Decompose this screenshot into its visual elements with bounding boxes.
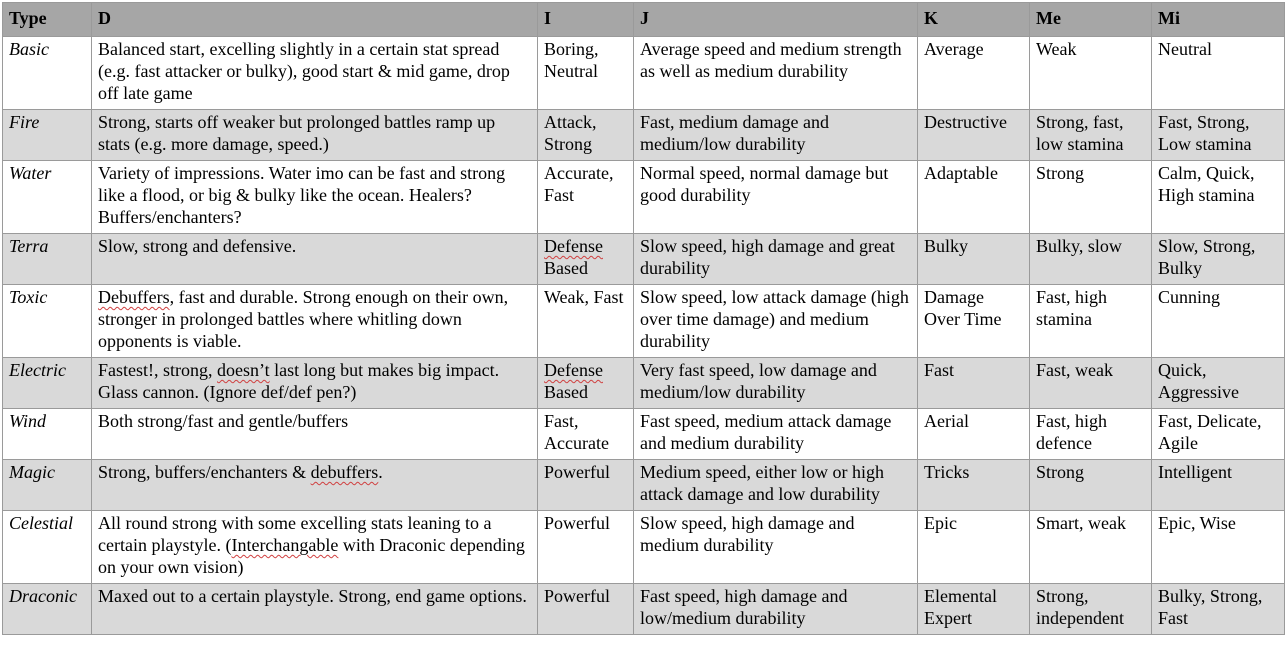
header-k: K [918, 3, 1030, 37]
d-cell-text: Fastest!, strong, [98, 360, 217, 380]
j-cell: Fast speed, high damage and low/medium durability [634, 584, 918, 635]
i-cell: Weak, Fast [538, 285, 634, 358]
type-cell: Water [3, 161, 92, 234]
table-row [3, 460, 1285, 511]
i-cell: Boring, Neutral [538, 37, 634, 110]
type-cell: Electric [3, 358, 92, 409]
d-cell [92, 511, 538, 584]
mi-cell: Fast, Strong, Low stamina [1152, 110, 1285, 161]
table-row [3, 37, 1285, 110]
mi-cell: Bulky, Strong, Fast [1152, 584, 1285, 635]
d-cell [92, 358, 538, 409]
j-cell: Slow speed, high damage and great durability [634, 234, 918, 285]
me-cell: Strong, independent [1030, 584, 1152, 635]
i-cell: Powerful [538, 584, 634, 635]
table-row [3, 110, 1285, 161]
table-row [3, 234, 1285, 285]
type-cell: Fire [3, 110, 92, 161]
k-cell: Damage Over Time [918, 285, 1030, 358]
d-cell-text: , fast and durable. Strong enough on their own, stronger in prolonged battles where whitling down opponents is viable. [98, 287, 509, 351]
mi-cell: Epic, Wise [1152, 511, 1285, 584]
me-cell: Smart, weak [1030, 511, 1152, 584]
me-cell: Fast, high stamina [1030, 285, 1152, 358]
j-cell: Fast, medium damage and medium/low durability [634, 110, 918, 161]
table-row [3, 285, 1285, 358]
me-cell: Weak [1030, 37, 1152, 110]
k-cell: Average [918, 37, 1030, 110]
type-cell: Terra [3, 234, 92, 285]
k-cell: Elemental Expert [918, 584, 1030, 635]
i-cell: Powerful [538, 460, 634, 511]
j-cell: Average speed and medium strength as well as medium durability [634, 37, 918, 110]
d-cell: Variety of impressions. Water imo can be fast and strong like a flood, or big & bulky like the ocean. Healers? Buffers/enchanters? [92, 161, 538, 234]
i-cell: Powerful [538, 511, 634, 584]
table-row [3, 584, 1285, 635]
table-row [3, 409, 1285, 460]
header-i: I [538, 3, 634, 37]
i-cell [538, 358, 634, 409]
j-cell: Medium speed, either low or high attack damage and low durability [634, 460, 918, 511]
i-cell-text: Based [544, 382, 588, 402]
spellcheck-word: Defense [544, 360, 603, 380]
header-row [3, 3, 1285, 37]
type-cell: Magic [3, 460, 92, 511]
type-cell: Basic [3, 37, 92, 110]
type-cell: Toxic [3, 285, 92, 358]
d-cell: Strong, starts off weaker but prolonged battles ramp up stats (e.g. more damage, speed.) [92, 110, 538, 161]
spellcheck-word: Debuffers [98, 287, 170, 307]
header-me: Me [1030, 3, 1152, 37]
header-j: J [634, 3, 918, 37]
i-cell: Accurate, Fast [538, 161, 634, 234]
d-cell: Both strong/fast and gentle/buffers [92, 409, 538, 460]
d-cell-text: Strong, buffers/enchanters & [98, 462, 311, 482]
mi-cell: Calm, Quick, High stamina [1152, 161, 1285, 234]
i-cell-text: Based [544, 258, 588, 278]
d-cell: Maxed out to a certain playstyle. Strong, end game options. [92, 584, 538, 635]
k-cell: Destructive [918, 110, 1030, 161]
k-cell: Adaptable [918, 161, 1030, 234]
d-cell-text: All round strong with some excelling stats leaning to a certain playstyle. ( [98, 513, 492, 555]
spellcheck-word: Defense [544, 236, 603, 256]
me-cell: Fast, weak [1030, 358, 1152, 409]
spellcheck-word: Interchangable [231, 535, 339, 555]
mi-cell: Slow, Strong, Bulky [1152, 234, 1285, 285]
header-d: D [92, 3, 538, 37]
mi-cell: Fast, Delicate, Agile [1152, 409, 1285, 460]
k-cell: Aerial [918, 409, 1030, 460]
d-cell [92, 460, 538, 511]
me-cell: Strong, fast, low stamina [1030, 110, 1152, 161]
table-row [3, 161, 1285, 234]
mi-cell: Intelligent [1152, 460, 1285, 511]
mi-cell: Neutral [1152, 37, 1285, 110]
d-cell-text: last long but makes big impact. Glass cannon. (Ignore def/def pen?) [98, 360, 500, 402]
i-cell: Attack, Strong [538, 110, 634, 161]
mi-cell: Cunning [1152, 285, 1285, 358]
i-cell [538, 234, 634, 285]
header-mi: Mi [1152, 3, 1285, 37]
d-cell-text: with Draconic depending on your own vision) [98, 535, 525, 577]
d-cell-text: . [378, 462, 383, 482]
i-cell: Fast, Accurate [538, 409, 634, 460]
me-cell: Bulky, slow [1030, 234, 1152, 285]
j-cell: Very fast speed, low damage and medium/low durability [634, 358, 918, 409]
d-cell: Slow, strong and defensive. [92, 234, 538, 285]
d-cell [92, 285, 538, 358]
type-traits-table [2, 2, 1285, 635]
mi-cell: Quick, Aggressive [1152, 358, 1285, 409]
k-cell: Epic [918, 511, 1030, 584]
j-cell: Normal speed, normal damage but good durability [634, 161, 918, 234]
spellcheck-word: debuffers [310, 462, 379, 482]
header-type: Type [3, 3, 92, 37]
d-cell: Balanced start, excelling slightly in a certain stat spread (e.g. fast attacker or bulky), good start & mid game, drop off late game [92, 37, 538, 110]
j-cell: Slow speed, low attack damage (high over time damage) and medium durability [634, 285, 918, 358]
k-cell: Tricks [918, 460, 1030, 511]
me-cell: Fast, high defence [1030, 409, 1152, 460]
type-cell: Celestial [3, 511, 92, 584]
type-cell: Draconic [3, 584, 92, 635]
table-row [3, 511, 1285, 584]
type-cell: Wind [3, 409, 92, 460]
k-cell: Bulky [918, 234, 1030, 285]
spellcheck-word: doesn’t [217, 360, 270, 380]
j-cell: Slow speed, high damage and medium durability [634, 511, 918, 584]
me-cell: Strong [1030, 460, 1152, 511]
table-row [3, 358, 1285, 409]
j-cell: Fast speed, medium attack damage and medium durability [634, 409, 918, 460]
me-cell: Strong [1030, 161, 1152, 234]
k-cell: Fast [918, 358, 1030, 409]
